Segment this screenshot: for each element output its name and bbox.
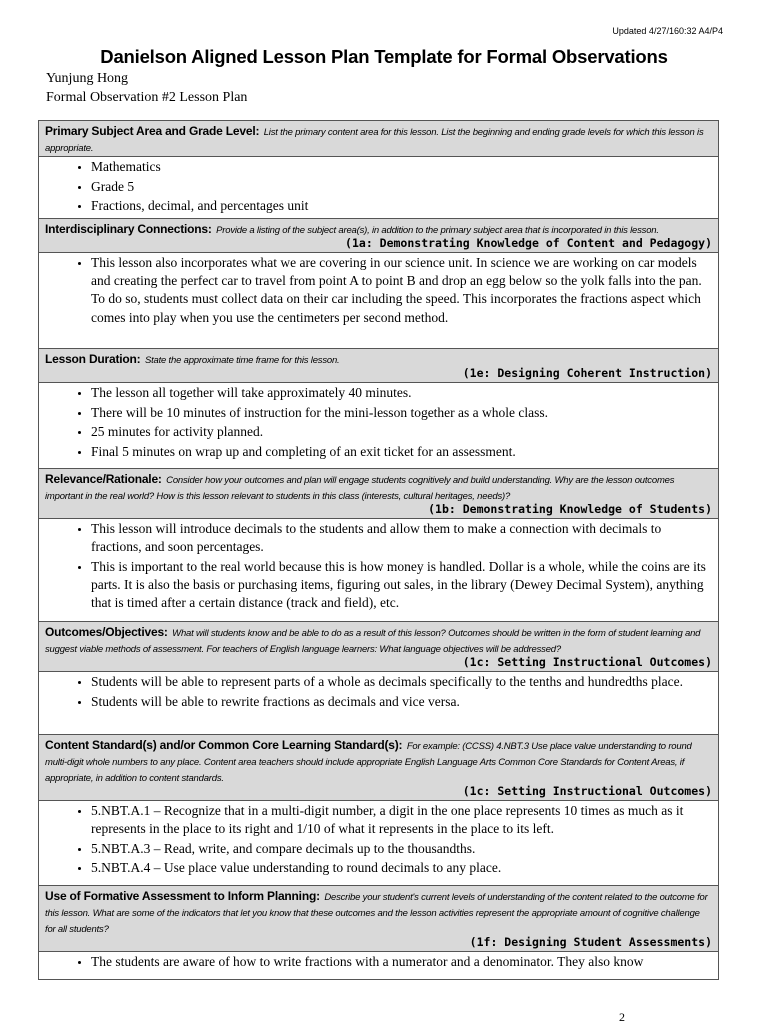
section-content-lesson-duration [39,383,718,469]
section-description: Provide a listing of the subject area(s), in addition to the primary subject area that is incorporated in this lesson. [216,225,659,236]
section-header-interdisciplinary [39,219,718,253]
section-header-text [45,351,712,367]
bullet-list [45,953,712,971]
list-item: • The students are aware of how to write fractions with a numerator and a denominator. They also know [91,953,712,971]
danielson-domain: (1a: Demonstrating Knowledge of Content and Pedagogy) [345,236,712,250]
section-description: Describe your student's current levels of understanding of the content related to the outcome for this lesson. What are some of the indicators that let you know that these outcomes and the lesson activities represent the appropriate amount of cognitive challenge for all students? [45,892,708,935]
section-content-interdisciplinary [39,253,718,349]
list-item: • 5.NBT.A.4 – Use place value understanding to round decimals to any place. [91,859,712,877]
section-content-outcomes-objectives [39,672,718,735]
section-label: Interdisciplinary Connections: [45,222,212,236]
section-description: For example: (CCSS) 4.NBT.3 Use place value understanding to round multi-digit whole numbers to any place. Content area teachers should include appropriate English Language Arts Common Core Standards for Content Areas, if appropriate, in addition to content standards. [45,741,692,784]
bullet-list [45,158,712,215]
observation-label: Formal Observation #2 Lesson Plan [46,90,248,105]
section-header-relevance-rationale [39,469,718,519]
section-description: What will students know and be able to do as a result of this lesson? Outcomes should be written in the form of student learning and suggest viable methods of assessment. For teachers of English language learners: What language objectives will be addressed? [45,628,701,655]
section-header-formative-assessment [39,886,718,952]
danielson-domain: (1e: Designing Coherent Instruction) [462,366,712,380]
list-item: • This lesson also incorporates what we are covering in our science unit. In science we are working on car models and creating the perfect car to travel from point A to point B and drop an egg below so the yolk falls into the pan. To do so, students must collect data on their car including the speed. This incorporates the fractions aspect which comes into play when you use the centimeters per second method. [91,254,712,327]
section-content-relevance-rationale [39,519,718,622]
list-item: • Grade 5 [91,178,712,196]
section-description: Consider how your outcomes and plan will engage students cognitively and build understanding. Why are the lesson outcomes important in the real world? How is this lesson relevant to students in this class (interests, cultural heritages, needs)? [45,475,675,502]
danielson-domain: (1c: Setting Instructional Outcomes) [462,784,712,798]
section-label: Primary Subject Area and Grade Level: [45,124,260,138]
bullet-list [45,384,712,461]
section-description: List the primary content area for this lesson. List the beginning and ending grade levels for which this lesson is appropriate. [45,127,704,154]
section-header-text [45,471,712,503]
section-header-text [45,888,712,936]
bullet-list [45,254,712,327]
list-item: • This lesson will introduce decimals to the students and allow them to make a connection with decimals to fractions, and soon percentages. [91,520,712,556]
section-header-text [45,123,712,155]
danielson-domain: (1b: Demonstrating Knowledge of Students) [428,502,712,516]
section-header-content-standards [39,735,718,801]
lesson-plan-table [38,120,719,980]
section-header-lesson-duration [39,349,718,383]
section-label: Relevance/Rationale: [45,472,162,486]
bullet-list [45,802,712,877]
list-item: • Students will be able to rewrite fractions as decimals and vice versa. [91,693,712,711]
page-number: 2 [619,1010,625,1024]
list-item: • 25 minutes for activity planned. [91,423,712,441]
section-label: Use of Formative Assessment to Inform Planning: [45,889,320,903]
author-name: Yunjung Hong [46,71,129,86]
bullet-list [45,520,712,612]
section-header-text [45,624,712,656]
section-header-text [45,221,712,237]
page-title: Danielson Aligned Lesson Plan Template for Formal Observations [100,46,668,67]
list-item: • Final 5 minutes on wrap up and completing of an exit ticket for an assessment. [91,443,712,461]
section-content-content-standards [39,801,718,886]
section-header-outcomes-objectives [39,622,718,672]
list-item: • There will be 10 minutes of instruction for the mini-lesson together as a whole class. [91,404,712,422]
danielson-domain: (1c: Setting Instructional Outcomes) [462,655,712,669]
section-label: Lesson Duration: [45,352,141,366]
section-content-subject-grade [39,157,718,219]
list-item: • This is important to the real world because this is how money is handled. Dollar is a whole, while the coins are its parts. It is also the basis or purchasing items, figuring out sales, in the library (Dewey Decimal System), anything that is timed after a certain distance (track and field), etc. [91,558,712,613]
section-label: Content Standard(s) and/or Common Core Learning Standard(s): [45,738,403,752]
list-item: • Mathematics [91,158,712,176]
bullet-list [45,673,712,711]
danielson-domain: (1f: Designing Student Assessments) [469,935,712,949]
list-item: • Students will be able to represent parts of a whole as decimals specifically to the tenths and hundredths place. [91,673,712,691]
section-header-subject-grade [39,121,718,157]
list-item: • Fractions, decimal, and percentages unit [91,197,712,215]
list-item: • The lesson all together will take approximately 40 minutes. [91,384,712,402]
section-description: State the approximate time frame for this lesson. [144,355,340,366]
section-label: Outcomes/Objectives: [45,625,168,639]
section-content-formative-assessment [39,952,718,979]
section-header-text [45,737,712,785]
list-item: • 5.NBT.A.1 – Recognize that in a multi-digit number, a digit in the one place represents 10 times as much as it represents in the place to its right and 1/10 of what it represents in the place to its left. [91,802,712,838]
list-item: • 5.NBT.A.3 – Read, write, and compare decimals up to the thousandths. [91,840,712,858]
updated-stamp: Updated 4/27/160:32 A4/P4 [612,26,723,36]
